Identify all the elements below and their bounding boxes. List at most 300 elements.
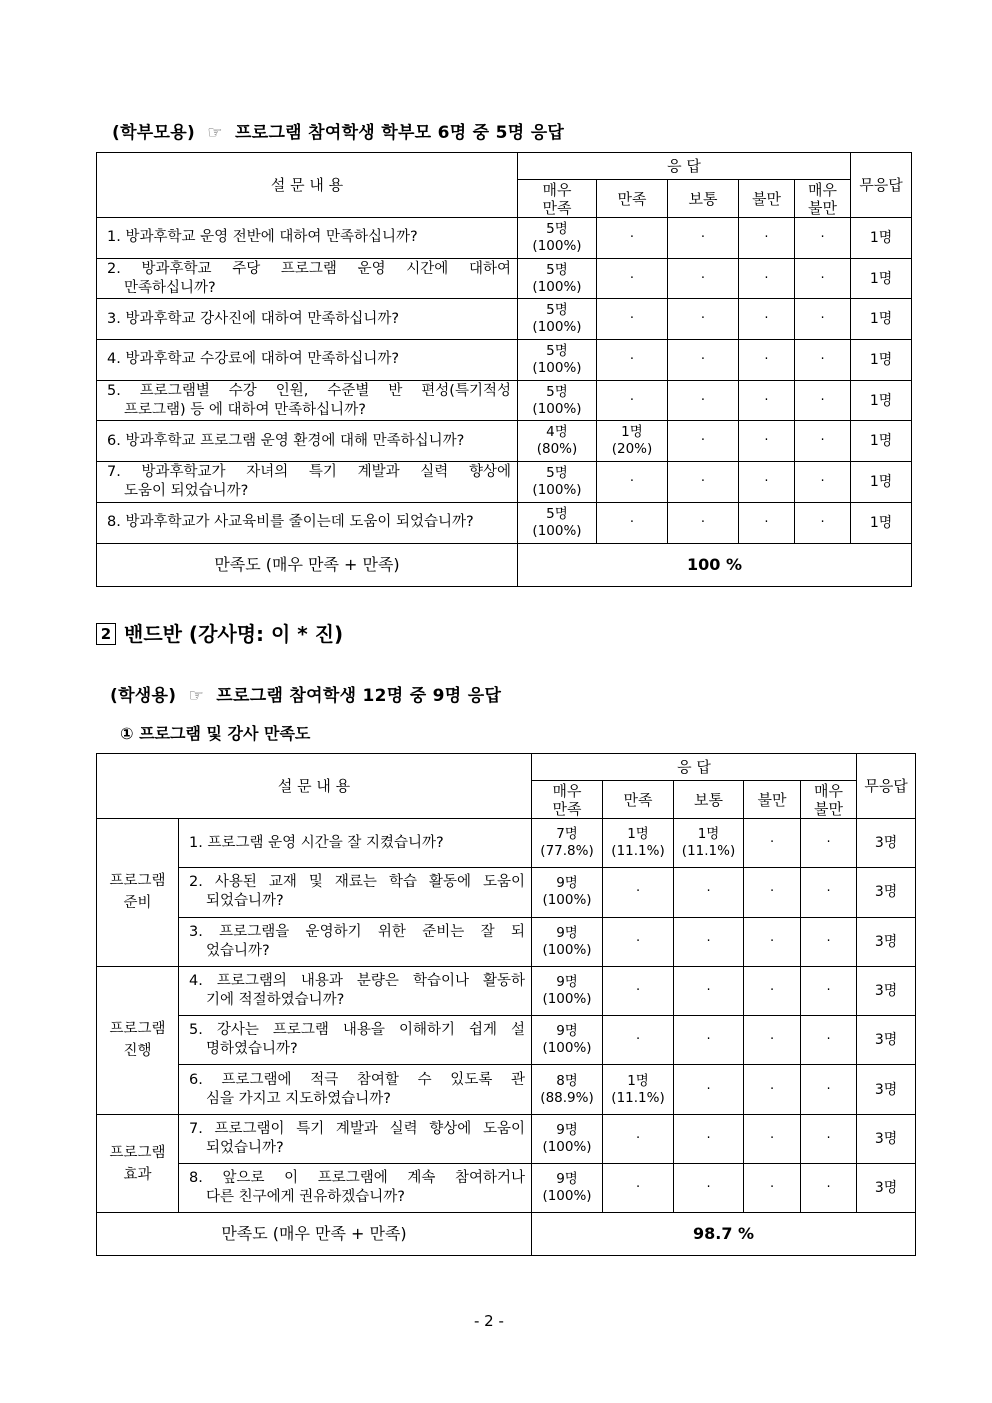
response-cell <box>801 966 857 1015</box>
response-cell <box>518 340 597 381</box>
line: 9명 <box>556 974 578 991</box>
question-text: 6. 프로그램에 적극 참여할 수 있도록 관 <box>189 1071 526 1088</box>
pointing-hand-icon: ☞ <box>188 686 205 706</box>
no-response-cell: 3명 <box>857 1164 916 1213</box>
line: 9명 <box>556 1171 578 1188</box>
no-response-header: 무응답 <box>857 754 916 819</box>
question-text: 2. 사용된 교재 및 재료는 학습 활동에 도움이 <box>189 874 526 891</box>
question-text-continued: 다른 친구에게 권유하겠습니까? <box>206 1189 406 1206</box>
very-satisfied-header <box>518 180 597 218</box>
response-cell <box>674 868 744 917</box>
question-cell <box>97 502 518 543</box>
response-cell <box>795 218 851 259</box>
response-cell <box>744 1016 801 1065</box>
line: (77.8%) <box>540 843 594 860</box>
response-cell <box>603 1164 674 1213</box>
response-cell <box>739 340 795 381</box>
dissatisfied-header: 불만 <box>744 781 801 819</box>
table-row <box>97 218 912 259</box>
no-response-cell: 3명 <box>857 917 916 966</box>
question-cell <box>179 1016 532 1065</box>
summary-row <box>97 1213 916 1256</box>
parent-survey-description: 프로그램 참여학생 학부모 6명 중 5명 응답 <box>235 123 565 143</box>
line: (100%) <box>532 319 582 336</box>
question-text-continued: 명하였습니까? <box>206 1041 298 1058</box>
line: · <box>764 473 769 489</box>
line: · <box>700 229 706 245</box>
response-cell <box>518 502 597 543</box>
line: · <box>635 884 641 900</box>
table-row <box>97 819 916 868</box>
line: (100%) <box>532 278 582 295</box>
line: · <box>826 983 831 999</box>
response-cell <box>532 917 603 966</box>
line: · <box>629 229 635 245</box>
line: 5명 <box>546 220 568 237</box>
very-dissatisfied-header <box>795 180 851 218</box>
response-cell <box>668 340 739 381</box>
question-text: 8. 앞으로 이 프로그램에 계속 참여하거나 <box>189 1170 526 1187</box>
response-cell <box>739 462 795 503</box>
question-cell <box>179 819 532 868</box>
question-text: 1. 프로그램 운영 시간을 잘 지켰습니까? <box>189 834 444 851</box>
line: (20%) <box>611 441 653 458</box>
line: · <box>700 270 706 286</box>
very-satisfied-header <box>532 781 603 819</box>
summary-row <box>97 543 912 586</box>
line: 프로그램 <box>109 1021 166 1038</box>
line: 4명 <box>546 424 568 441</box>
line: (100%) <box>532 237 582 254</box>
line: (100%) <box>532 400 582 417</box>
line: 준비 <box>123 895 152 912</box>
response-cell <box>744 966 801 1015</box>
question-text: 8. 방과후학교가 사교육비를 줄이는데 도움이 되었습니까? <box>107 514 474 531</box>
response-cell <box>739 218 795 259</box>
line: 1명 <box>627 1072 649 1089</box>
normal-header: 보통 <box>674 781 744 819</box>
table-row <box>97 380 912 421</box>
line: · <box>706 933 711 949</box>
line: · <box>769 983 775 999</box>
response-cell <box>795 462 851 503</box>
question-text: 5. 프로그램별 수강 인원, 수준별 반 편성(특기적성 <box>107 382 511 399</box>
response-cell <box>744 1164 801 1213</box>
band-class-title <box>96 618 343 647</box>
question-text: 3. 프로그램을 운영하기 위한 준비는 잘 되 <box>189 923 526 940</box>
question-cell <box>97 218 518 259</box>
line: 불만 <box>814 799 844 818</box>
no-response-cell: 1명 <box>851 502 912 543</box>
question-text: 4. 방과후학교 수강료에 대하여 만족하십니까? <box>107 351 400 368</box>
question-text: 7. 방과후학교가 자녀의 특기 계발과 실력 향상에 <box>107 463 511 480</box>
response-cell <box>597 258 668 299</box>
line: · <box>769 835 775 851</box>
no-response-cell: 3명 <box>857 1065 916 1114</box>
question-text: 5. 강사는 프로그램 내용을 이해하기 쉽게 설 <box>189 1022 526 1039</box>
category-cell <box>97 1114 179 1213</box>
line: · <box>764 351 769 367</box>
table-row <box>97 340 912 381</box>
very-dissatisfied-header <box>801 781 857 819</box>
question-text: 7. 프로그램이 특기 계발과 실력 향상에 도움이 <box>189 1120 526 1137</box>
parent-survey-label: (학부모용) <box>112 123 196 143</box>
response-cell <box>518 218 597 259</box>
line: 5명 <box>546 383 568 400</box>
line: · <box>826 933 831 949</box>
response-cell <box>801 1114 857 1163</box>
question-text: 2. 방과후학교 주당 프로그램 운영 시간에 대하여 <box>107 260 511 277</box>
response-cell <box>795 380 851 421</box>
response-cell <box>744 819 801 868</box>
line: 5명 <box>546 505 568 522</box>
line: 매우 <box>552 781 582 800</box>
line: (88.9%) <box>540 1089 594 1106</box>
line: 만족 <box>542 198 572 217</box>
line: · <box>820 270 825 286</box>
line: 5명 <box>546 261 568 278</box>
response-cell <box>674 1016 744 1065</box>
response-cell <box>597 380 668 421</box>
response-cell <box>532 1016 603 1065</box>
satisfaction-label: 만족도 (매우 만족 + 만족) <box>97 543 518 586</box>
parent-survey-table <box>96 152 912 587</box>
line: 7명 <box>556 826 578 843</box>
question-cell <box>179 1065 532 1114</box>
response-cell <box>518 421 597 462</box>
line: · <box>700 514 706 530</box>
response-cell <box>597 340 668 381</box>
satisfied-header: 만족 <box>603 781 674 819</box>
table-row <box>97 868 916 917</box>
line: · <box>764 270 769 286</box>
line: · <box>769 933 775 949</box>
dissatisfied-header: 불만 <box>739 180 795 218</box>
line: 5명 <box>546 302 568 319</box>
response-cell <box>739 502 795 543</box>
satisfaction-value: 100 % <box>518 543 912 586</box>
line: 진행 <box>123 1043 152 1060</box>
question-text-continued: 되었습니까? <box>206 893 284 910</box>
response-header: 응 답 <box>532 754 857 781</box>
survey-content-header: 설 문 내 용 <box>97 754 532 819</box>
response-cell <box>739 258 795 299</box>
line: · <box>764 311 769 327</box>
question-cell <box>179 966 532 1015</box>
normal-header: 보통 <box>668 180 739 218</box>
response-cell <box>744 1065 801 1114</box>
no-response-cell: 1명 <box>851 218 912 259</box>
line: · <box>764 229 769 245</box>
response-cell <box>744 917 801 966</box>
line: · <box>820 351 825 367</box>
response-cell <box>597 218 668 259</box>
question-cell <box>179 868 532 917</box>
student-survey-description: 프로그램 참여학생 12명 중 9명 응답 <box>216 686 502 706</box>
line: 8명 <box>556 1072 578 1089</box>
question-cell <box>97 299 518 340</box>
line: · <box>826 1180 831 1196</box>
response-cell <box>668 380 739 421</box>
line: (11.1%) <box>681 843 736 860</box>
question-cell <box>97 462 518 503</box>
no-response-cell: 1명 <box>851 421 912 462</box>
line: · <box>629 311 635 327</box>
response-cell <box>603 1114 674 1163</box>
table-row <box>97 917 916 966</box>
line: · <box>826 1081 831 1097</box>
response-cell <box>532 1065 603 1114</box>
response-cell <box>668 299 739 340</box>
line: · <box>769 1130 775 1146</box>
response-cell <box>668 218 739 259</box>
line: · <box>706 1180 711 1196</box>
response-cell <box>597 462 668 503</box>
line: (100%) <box>532 359 582 376</box>
table-row <box>97 462 912 503</box>
no-response-cell: 3명 <box>857 1016 916 1065</box>
line: · <box>826 1032 831 1048</box>
line: 매우 <box>808 180 838 199</box>
response-cell <box>674 819 744 868</box>
response-cell <box>801 1164 857 1213</box>
line: · <box>635 1130 641 1146</box>
line: 1명 <box>621 424 643 441</box>
line: · <box>700 392 706 408</box>
question-text-continued: 었습니까? <box>206 942 270 959</box>
line: · <box>820 514 825 530</box>
line: 9명 <box>556 1023 578 1040</box>
survey-content-header: 설 문 내 용 <box>97 153 518 218</box>
line: · <box>700 351 706 367</box>
line: 매우 <box>814 781 844 800</box>
line: · <box>764 392 769 408</box>
question-text: 6. 방과후학교 프로그램 운영 환경에 대해 만족하십니까? <box>107 432 465 449</box>
response-cell <box>603 868 674 917</box>
response-cell <box>795 299 851 340</box>
response-cell <box>532 1164 603 1213</box>
response-cell <box>801 1065 857 1114</box>
line: (11.1%) <box>611 1089 665 1106</box>
question-text: 3. 방과후학교 강사진에 대하여 만족하십니까? <box>107 310 400 327</box>
line: · <box>706 1081 711 1097</box>
line: 9명 <box>556 924 578 941</box>
response-cell <box>744 1114 801 1163</box>
line: · <box>629 473 635 489</box>
section-number-box: 2 <box>96 623 116 645</box>
line: · <box>769 1180 775 1196</box>
no-response-cell: 1명 <box>851 380 912 421</box>
student-survey-label: (학생용) <box>110 686 177 706</box>
response-cell <box>532 868 603 917</box>
response-cell <box>668 258 739 299</box>
line: · <box>706 884 711 900</box>
line: · <box>764 433 769 449</box>
line: · <box>706 1032 711 1048</box>
response-cell <box>739 299 795 340</box>
parent-survey-header <box>112 118 564 143</box>
question-cell <box>97 380 518 421</box>
table-row <box>97 1164 916 1213</box>
response-cell <box>603 917 674 966</box>
response-cell <box>801 917 857 966</box>
table-row <box>97 258 912 299</box>
response-cell <box>597 299 668 340</box>
response-cell <box>668 421 739 462</box>
line: (100%) <box>542 1188 592 1205</box>
line: (100%) <box>532 481 582 498</box>
response-cell <box>518 258 597 299</box>
line: · <box>820 311 825 327</box>
response-cell <box>518 299 597 340</box>
response-cell <box>668 462 739 503</box>
student-survey-header <box>110 681 501 706</box>
response-cell <box>739 421 795 462</box>
page-number: - 2 - <box>474 1312 504 1330</box>
line: · <box>769 1081 775 1097</box>
response-cell <box>801 1016 857 1065</box>
question-cell <box>97 421 518 462</box>
response-cell <box>795 340 851 381</box>
line: 1명 <box>627 826 649 843</box>
response-cell <box>795 421 851 462</box>
line: (11.1%) <box>611 843 665 860</box>
no-response-cell: 1명 <box>851 258 912 299</box>
category-cell <box>97 966 179 1114</box>
program-instructor-satisfaction-heading: ① 프로그램 및 강사 만족도 <box>120 724 311 743</box>
line: · <box>700 473 706 489</box>
line: · <box>635 1180 641 1196</box>
satisfaction-value: 98.7 % <box>532 1213 916 1256</box>
question-text-continued: 만족하십니까? <box>124 279 216 296</box>
line: 9명 <box>556 875 578 892</box>
line: · <box>820 229 825 245</box>
question-cell <box>97 340 518 381</box>
line: · <box>635 1032 641 1048</box>
response-cell <box>532 819 603 868</box>
response-cell <box>597 421 668 462</box>
line: (100%) <box>542 991 592 1008</box>
response-cell <box>603 1065 674 1114</box>
satisfied-header: 만족 <box>597 180 668 218</box>
no-response-cell: 1명 <box>851 462 912 503</box>
table-row <box>97 1114 916 1163</box>
response-cell <box>532 1114 603 1163</box>
question-text: 1. 방과후학교 운영 전반에 대하여 만족하십니까? <box>107 229 418 246</box>
line: · <box>706 983 711 999</box>
line: · <box>820 473 825 489</box>
line: 만족 <box>552 799 582 818</box>
response-cell <box>603 966 674 1015</box>
line: · <box>635 933 641 949</box>
line: · <box>826 835 831 851</box>
pointing-hand-icon: ☞ <box>207 123 223 143</box>
line: · <box>635 983 641 999</box>
line: 매우 <box>542 180 572 199</box>
question-text-continued: 되었습니까? <box>206 1139 284 1156</box>
line: (100%) <box>542 892 592 909</box>
table-row <box>97 1016 916 1065</box>
line: · <box>629 392 635 408</box>
table-row <box>97 1065 916 1114</box>
satisfaction-label: 만족도 (매우 만족 + 만족) <box>97 1213 532 1256</box>
response-cell <box>603 819 674 868</box>
line: (100%) <box>542 1138 592 1155</box>
no-response-cell: 1명 <box>851 299 912 340</box>
response-cell <box>674 966 744 1015</box>
response-cell <box>532 966 603 1015</box>
line: · <box>629 514 635 530</box>
line: 9명 <box>556 1121 578 1138</box>
line: 효과 <box>123 1166 152 1183</box>
no-response-cell: 3명 <box>857 1114 916 1163</box>
line: · <box>706 1130 711 1146</box>
line: · <box>820 392 825 408</box>
response-cell <box>597 502 668 543</box>
line: · <box>764 514 769 530</box>
question-text: 4. 프로그램의 내용과 분량은 학습이나 활동하 <box>189 973 526 990</box>
student-survey-table <box>96 753 916 1256</box>
question-cell <box>97 258 518 299</box>
table-row <box>97 502 912 543</box>
table-row <box>97 299 912 340</box>
line: 프로그램 <box>109 1144 166 1161</box>
band-class-title-text: 밴드반 (강사명: 이 * 진) <box>124 622 344 646</box>
line: · <box>820 433 825 449</box>
line: 불만 <box>808 198 838 217</box>
response-cell <box>674 1065 744 1114</box>
question-text-continued: 기에 적절하였습니까? <box>206 992 345 1009</box>
question-cell <box>179 1164 532 1213</box>
line: (100%) <box>542 1040 592 1057</box>
response-cell <box>668 502 739 543</box>
response-cell <box>744 868 801 917</box>
response-cell <box>801 868 857 917</box>
line: 5명 <box>546 342 568 359</box>
line: · <box>769 1032 775 1048</box>
response-cell <box>795 258 851 299</box>
response-cell <box>603 1016 674 1065</box>
line: · <box>700 433 706 449</box>
line: (100%) <box>542 941 592 958</box>
question-text-continued: 도움이 되었습니까? <box>124 482 249 499</box>
line: 1명 <box>697 826 720 843</box>
response-cell <box>518 462 597 503</box>
line: · <box>629 270 635 286</box>
question-cell <box>179 917 532 966</box>
question-cell <box>179 1114 532 1163</box>
no-response-cell: 3명 <box>857 819 916 868</box>
question-text-continued: 프로그램) 등 에 대하여 만족하십니까? <box>124 401 366 418</box>
response-header: 응 답 <box>518 153 851 180</box>
response-cell <box>795 502 851 543</box>
no-response-cell: 3명 <box>857 966 916 1015</box>
line: · <box>826 884 831 900</box>
response-cell <box>674 1114 744 1163</box>
no-response-cell: 1명 <box>851 340 912 381</box>
line: · <box>700 311 706 327</box>
line: · <box>826 1130 831 1146</box>
no-response-header: 무응답 <box>851 153 912 218</box>
response-cell <box>801 819 857 868</box>
no-response-cell: 3명 <box>857 868 916 917</box>
line: (100%) <box>532 522 582 539</box>
response-cell <box>674 917 744 966</box>
line: · <box>629 351 635 367</box>
question-text-continued: 심을 가지고 지도하였습니까? <box>206 1090 391 1107</box>
response-cell <box>518 380 597 421</box>
table-row <box>97 966 916 1015</box>
